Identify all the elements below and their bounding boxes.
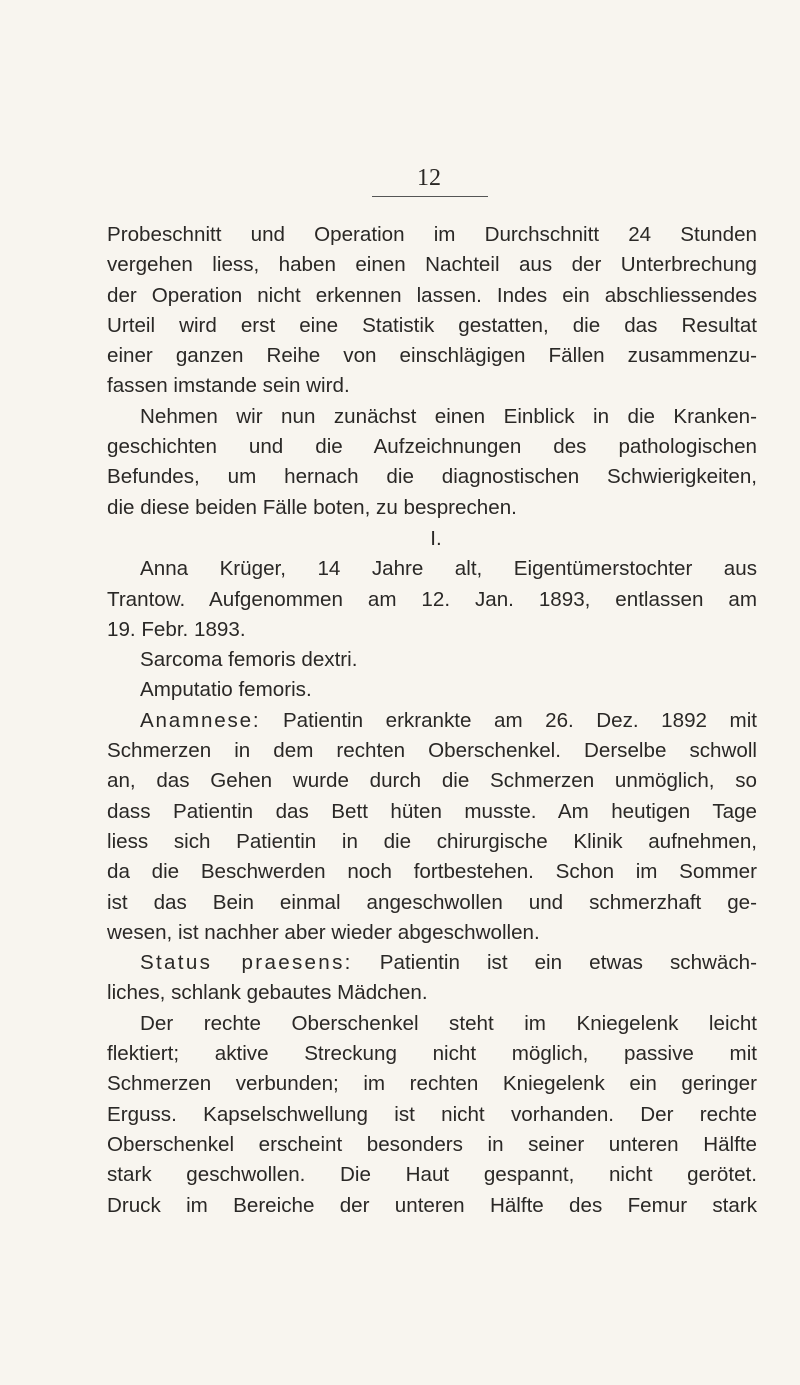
page-number-rule (372, 196, 488, 197)
text-line: fassen imstande sein wird. (107, 374, 350, 398)
text-line: Schmerzen in dem rechten Oberschenkel. Derselbe schwoll (107, 739, 757, 763)
text-line: Urteil wird erst eine Statistik gestatten, die das Resultat (107, 313, 757, 337)
page-number: 12 (417, 165, 441, 191)
diagnosis-line: Sarcoma femoris dextri. (140, 648, 358, 672)
text-line: Schmerzen verbunden; im rechten Kniegelenk ein geringer (107, 1072, 757, 1096)
text-line: Anna Krüger, 14 Jahre alt, Eigentümerstochter aus (140, 557, 757, 581)
text-line: der Operation nicht erkennen lassen. Indes ein abschliessendes (107, 283, 757, 307)
text-line (107, 706, 757, 736)
text-line: Befundes, um hernach die diagnostischen Schwierigkeiten, (107, 465, 757, 489)
text-line: 19. Febr. 1893. (107, 617, 246, 641)
text-line: an, das Gehen wurde durch die Schmerzen unmöglich, so (107, 769, 757, 793)
text-line: Druck im Bereiche der unteren Hälfte des Femur stark (107, 1193, 757, 1217)
text-line: Erguss. Kapselschwellung ist nicht vorhanden. Der rechte (107, 1102, 757, 1126)
section-heading: I. (430, 526, 442, 550)
text-line: die diese beiden Fälle boten, zu besprechen. (107, 495, 517, 519)
text-line: Der rechte Oberschenkel steht im Kniegelenk leicht (140, 1011, 757, 1035)
text-line: stark geschwollen. Die Haut gespannt, nicht gerötet. (107, 1163, 757, 1187)
text-line: Probeschnitt und Operation im Durchschnitt 24 Stunden (107, 223, 757, 246)
text-line: Nehmen wir nun zunächst einen Einblick in die Kranken- (140, 404, 757, 428)
status-text: Patientin ist ein etwas schwäch- (379, 951, 757, 975)
procedure-line: Amputatio femoris. (140, 678, 312, 702)
anamnese-heading: Anamnese: (140, 708, 261, 732)
text-line (107, 948, 757, 978)
text-line: Oberschenkel erscheint besonders in seiner unteren Hälfte (107, 1132, 757, 1156)
text-line: wesen, ist nachher aber wieder abgeschwollen. (107, 920, 540, 944)
text-line: Trantow. Aufgenommen am 12. Jan. 1893, entlassen am (107, 587, 757, 611)
anamnese-text: Patientin erkrankte am 26. Dez. 1892 mit (282, 708, 757, 732)
text-line: flektiert; aktive Streckung nicht möglich, passive mit (107, 1042, 757, 1066)
text-line: dass Patientin das Bett hüten musste. Am heutigen Tage (107, 799, 757, 823)
text-line: geschichten und die Aufzeichnungen des pathologischen (107, 435, 757, 459)
text-line: ist das Bein einmal angeschwollen und schmerzhaft ge- (107, 890, 757, 914)
text-line: liess sich Patientin in die chirurgische Klinik aufnehmen, (107, 829, 757, 853)
status-heading: Status praesens: (140, 951, 353, 975)
text-line: liches, schlank gebautes Mädchen. (107, 981, 428, 1005)
text-line: einer ganzen Reihe von einschlägigen Fällen zusammenzu- (107, 344, 757, 368)
text-line: da die Beschwerden noch fortbestehen. Schon im Sommer (107, 860, 757, 884)
text-line: vergehen liess, haben einen Nachteil aus der Unterbrechung (107, 253, 757, 277)
body-text (107, 220, 757, 1221)
